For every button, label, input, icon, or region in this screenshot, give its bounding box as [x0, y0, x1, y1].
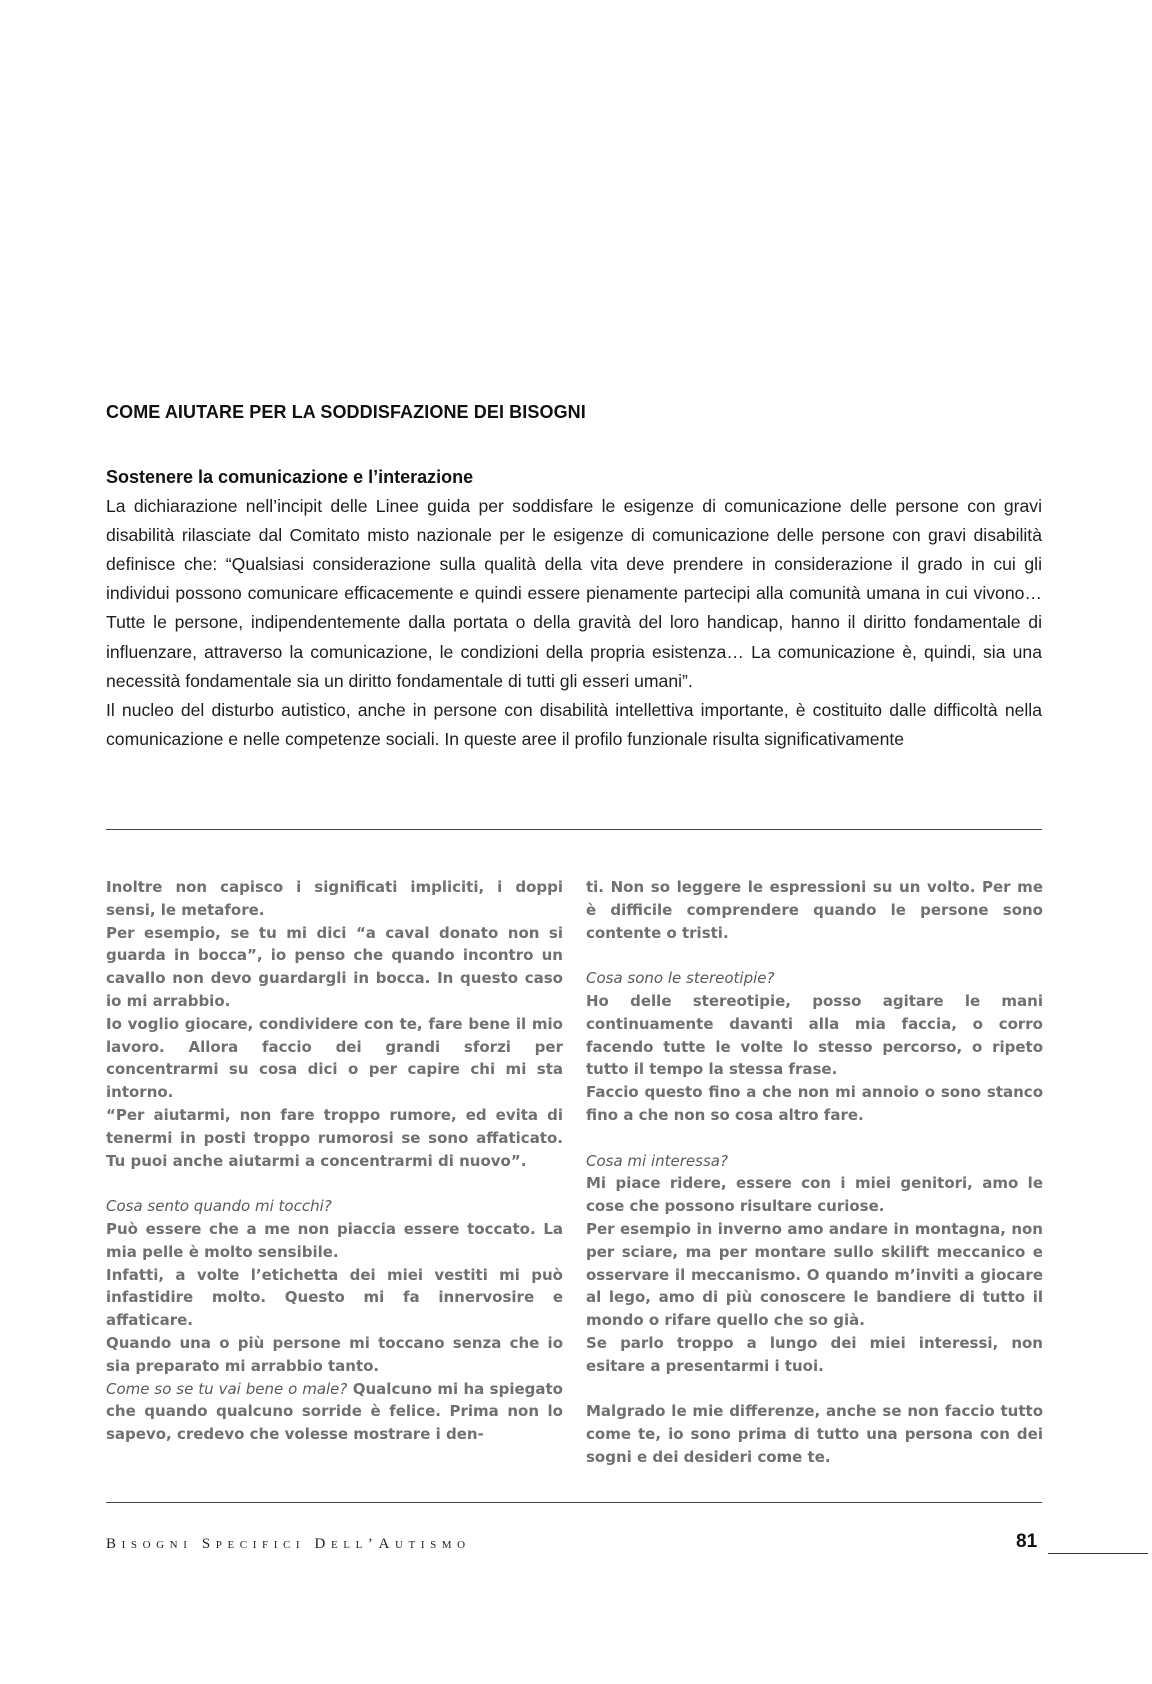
- box-paragraph: Se parlo troppo a lungo dei miei interessi, non esitare a presentarmi i tuoi.: [586, 1333, 1043, 1375]
- box-paragraph: Inoltre non capisco i significati impliciti, i doppi sensi, le metafore.: [106, 878, 563, 919]
- box-paragraph: Può essere che a me non piaccia essere toccato. La mia pelle è molto sensibile.: [106, 1219, 563, 1261]
- main-text: [106, 463, 1042, 754]
- box-paragraph: ti. Non so leggere le espressioni su un volto. Per me è difficile comprendere quando le persone sono contente o tristi.: [586, 878, 1043, 942]
- paragraph-gap: [586, 1127, 1043, 1150]
- box-paragraph: Faccio questo fino a che non mi annoio o sono stanco fino a che non so cosa altro fare.: [586, 1083, 1043, 1124]
- box-question: Cosa sento quando mi tocchi?: [106, 1197, 332, 1216]
- box-question: Come so se tu vai bene o male?: [106, 1379, 348, 1398]
- section-title: COME AIUTARE PER LA SODDISFAZIONE DEI BISOGNI: [106, 402, 586, 422]
- box-paragraph: Mi piace ridere, essere con i miei genitori, amo le cose che possono risultare curiose.: [586, 1174, 1043, 1216]
- page-number: 81: [1016, 1531, 1038, 1552]
- subsection-title: Sostenere la comunicazione e l’interazione: [106, 467, 474, 487]
- box-paragraph: Io voglio giocare, condividere con te, fare bene il mio lavoro. Allora faccio dei grandi sforzi per concentrarmi su cosa dici o per capire chi mi sta intorno.: [106, 1014, 563, 1102]
- box-paragraph: Quando una o più persone mi toccano senza che io sia preparato mi arrabbio tanto.: [106, 1333, 563, 1375]
- paragraph-guidelines: La dichiarazione nell’incipit delle Linee guida per soddisfare le esigenze di comunicazione delle persone con gravi disabilità rilasciate dal Comitato misto nazionale per le esigenze di comunicazione delle persone con gravi disabilità definisce che: “Qualsiasi considerazione sulla qualità della vita deve prendere in considerazione il grado in cui gli individui possono comunicare efficacemente e quindi essere pienamente partecipi alla comunità umana in cui vivono… Tutte le persone, indipendentemente dalla portata o della gravità del loro handicap, hanno il diritto fondamentale di influenzare, attraverso la comunicazione, le condizioni della propria esistenza… La comunicazione è, quindi, sia una necessità fondamentale sia un diritto fondamentale di tutti gli esseri umani”.: [106, 496, 1042, 691]
- paragraph-gap: [106, 1172, 563, 1195]
- box-paragraph: Per esempio, se tu mi dici “a caval donato non si guarda in bocca”, io penso che quando incontro un cavallo non devo guardargli in bocca. In questo caso io mi arrabbio.: [106, 923, 563, 1010]
- box-paragraph-with-question: [106, 1378, 563, 1446]
- page-number-rule: [1048, 1553, 1148, 1554]
- box-top-rule: [106, 829, 1042, 830]
- paragraph-gap: [586, 944, 1043, 967]
- box-question: Cosa sono le stereotipie?: [586, 969, 775, 988]
- running-title: Bisogni Specifici Dell’Autismo: [106, 1536, 471, 1552]
- paragraph-autism-core: Il nucleo del disturbo autistico, anche in persone con disabilità intellettiva importante, è costituito dalle difficoltà nella comunicazione e nelle competenze sociali. In queste aree il profilo funzionale risulta significativamente: [106, 699, 1042, 749]
- box-bottom-rule: [106, 1502, 1042, 1503]
- box-paragraph: Malgrado le mie differenze, anche se non faccio tutto come te, io sono prima di tutto una persona con dei sogni e dei desideri come te.: [586, 1402, 1043, 1466]
- paragraph-gap: [586, 1378, 1043, 1401]
- box-paragraph: Infatti, a volte l’etichetta dei miei vestiti mi può infastidire molto. Questo mi fa innervosire e affaticare.: [106, 1265, 563, 1330]
- box-paragraph: Ho delle stereotipie, posso agitare le mani continuamente davanti alla mia faccia, o corro facendo tutte le volte lo stesso percorso, o ripeto tutto il tempo la stessa frase.: [586, 991, 1043, 1079]
- box-question: Cosa mi interessa?: [586, 1151, 728, 1170]
- box-answer: Qualcuno mi ha spiegato che quando qualcuno sorride è felice. Prima non lo sapevo, credevo che volesse mostrare i den-: [106, 1379, 563, 1444]
- box-paragraph: “Per aiutarmi, non fare troppo rumore, ed evita di tenermi in posti troppo rumorosi se sono affaticato. Tu puoi anche aiutarmi a concentrarmi di nuovo”.: [106, 1105, 563, 1170]
- box-paragraph: Per esempio in inverno amo andare in montagna, non per sciare, ma per montare sullo skilift meccanico e osservare il meccanismo. O quando m’inviti a giocare al lego, amo di più conoscere le bandiere di tutto il mondo o rifare quello che so già.: [586, 1219, 1043, 1330]
- box-right-column: [586, 876, 1043, 1469]
- box-left-column: [106, 876, 563, 1446]
